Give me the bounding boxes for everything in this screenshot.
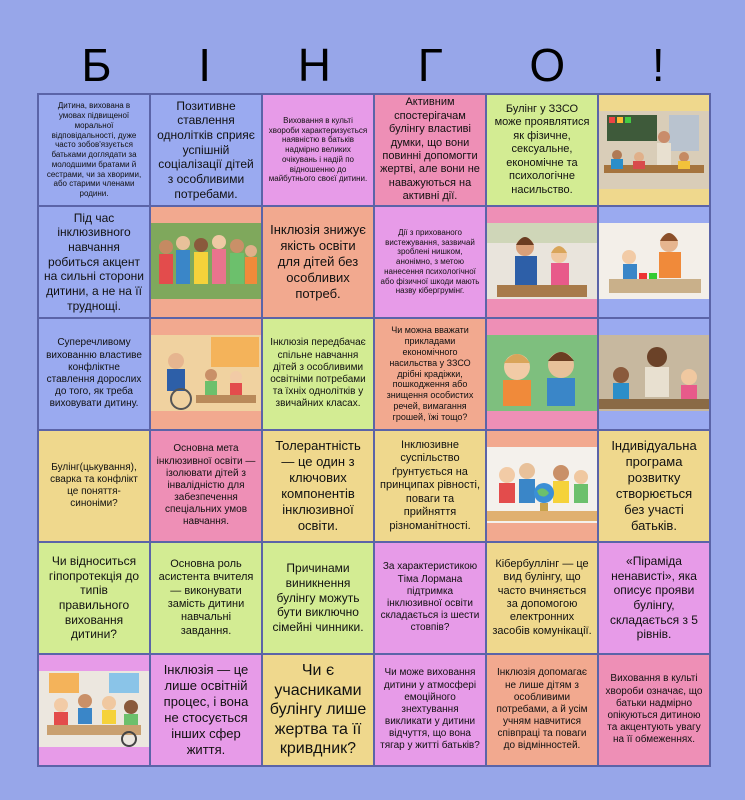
bingo-cell[interactable] <box>598 430 710 542</box>
bingo-cell[interactable] <box>486 94 598 206</box>
bingo-cell[interactable] <box>262 542 374 654</box>
bingo-cell[interactable] <box>150 654 262 766</box>
classroom-photo <box>599 95 709 205</box>
bingo-cell[interactable] <box>374 430 486 542</box>
title-letter: І <box>198 39 212 91</box>
wheelchair-classroom-photo <box>151 319 261 429</box>
bingo-cell[interactable] <box>262 206 374 318</box>
bingo-cell-image[interactable] <box>598 94 710 206</box>
cell-text: Основна роль асистента вчителя — виконувати замість дитини навчальні завдання. <box>158 557 254 637</box>
teacher-reading-photo <box>599 319 709 429</box>
bingo-cell[interactable] <box>262 94 374 206</box>
cell-text: Під час інклюзивного навчання робиться акцент на сильні сторони дитини, а не на її труднощі. <box>44 210 144 313</box>
bingo-cell[interactable] <box>38 206 150 318</box>
bingo-cell[interactable] <box>150 542 262 654</box>
cell-text: Інклюзія передбачає спільне навчання дітей з особливими освітніми потребами та їхніх однолітків у звичайних класах. <box>270 337 366 410</box>
bingo-cell-image[interactable] <box>486 430 598 542</box>
bingo-cell[interactable] <box>38 318 150 430</box>
cell-text: Активним спостерігачам булінгу властиві думки, що вони повинні допомогти жертві, але вони не наважуються на активні дії. <box>380 96 480 203</box>
bingo-cell[interactable] <box>598 542 710 654</box>
teacher-helping-children-photo <box>599 207 709 317</box>
bingo-cell[interactable] <box>374 94 486 206</box>
bingo-cell[interactable] <box>38 94 150 206</box>
cell-text: «Піраміда ненависті», яка описує прояви булінгу, складається з 5 рівнів. <box>610 554 698 642</box>
bingo-cell-image[interactable] <box>38 654 150 766</box>
bingo-cell[interactable] <box>262 318 374 430</box>
title-letter: О <box>529 39 566 91</box>
cell-text: Позитивне ставлення однолітків сприяє успішній соціалізації дітей з особливими потребами. <box>157 98 255 201</box>
title-letter: ! <box>651 39 665 91</box>
title-letter: Г <box>417 39 443 91</box>
bingo-cell[interactable] <box>262 430 374 542</box>
bingo-title <box>38 36 708 94</box>
bingo-cell-image[interactable] <box>598 318 710 430</box>
bingo-cell-image[interactable] <box>486 318 598 430</box>
cell-text: Чи можна вважати прикладами економічного насильства у ЗЗСО дрібні крадіжки, пошкодження або знищення особистих речей, вимагання грошей, їжі тощо? <box>386 324 474 423</box>
bingo-cell[interactable] <box>38 430 150 542</box>
bingo-cell[interactable] <box>374 654 486 766</box>
bingo-cell-image[interactable] <box>150 206 262 318</box>
bingo-cell[interactable] <box>150 94 262 206</box>
bingo-cell[interactable] <box>374 206 486 318</box>
cell-text: Чи може виховання дитини у атмосфері емоційного знехтування викликати у дитини відчуття, що вона тягар у житті батьків? <box>380 667 480 752</box>
cell-text: Чи відноситься гіпопротекція до типів правильного виховання дитини? <box>48 554 140 642</box>
cell-text: Суперечливому вихованню властиве конфліктне ставлення дорослих до того, як треба виховувати дитину. <box>46 337 142 410</box>
cell-text: Інклюзія — це лише освітній процес, і вона не стосується інших сфер життя. <box>163 662 249 757</box>
cell-text: Інклюзія знижує якість освіти для дітей без особливих потреб. <box>270 222 366 301</box>
bingo-cell[interactable] <box>38 542 150 654</box>
cell-text: Виховання в культі хвороби означає, що батьки надмірно опікуються дитиною та акцентують увагу на її обмеженнях. <box>605 673 703 746</box>
boys-smiling-photo <box>487 319 597 429</box>
bingo-cell[interactable] <box>262 654 374 766</box>
bingo-cell[interactable] <box>486 654 598 766</box>
cell-text: Чи є учасниками булінгу лише жертва та її кривдник? <box>269 662 367 758</box>
cell-text: Інклюзивне суспільство ґрунтується на принципах рівності, поваги та прийняття різноманітності. <box>380 439 481 532</box>
cell-text: Булінг(цькування), сварка та конфлікт це поняття-синоніми? <box>50 461 138 510</box>
inclusive-class-table-photo <box>39 655 149 765</box>
cell-text: Індивідуальна програма розвитку створюється без участі батьків. <box>611 438 697 533</box>
bingo-cell[interactable] <box>150 430 262 542</box>
children-with-globe-photo <box>487 431 597 541</box>
title-letter: Б <box>81 39 112 91</box>
cell-text: Толерантність — це один з ключових компонентів інклюзивної освіти. <box>275 438 361 533</box>
bingo-cell-image[interactable] <box>598 206 710 318</box>
bingo-cell-image[interactable] <box>150 318 262 430</box>
cell-text: Дії з прихованого вистежування, зазвичай зроблені нишком, анонімно, з метою нанесення психологічної або фізичної шкоди мають назву кібергрумінг. <box>380 227 480 296</box>
cell-text: За характеристикою Тіма Лормана підтримка інклюзивної освіти складається із шести стовпів? <box>380 561 480 634</box>
bingo-cell[interactable] <box>374 318 486 430</box>
title-letter: Н <box>297 39 331 91</box>
bingo-cell-image[interactable] <box>486 206 598 318</box>
children-group-photo <box>151 207 261 317</box>
cell-text: Інклюзія допомагає не лише дітям з особливими потребами, а й усім учням навчитися співпраці та поваги до відмінностей. <box>496 667 588 752</box>
cell-text: Кібербуллінг — це вид булінгу, що часто вчиняється за допомогою електронних засобів комунікації. <box>492 557 592 637</box>
cell-text: Причинами виникнення булінгу можуть бути виключно сімейні чинники. <box>272 561 364 634</box>
teacher-with-child-photo <box>487 207 597 317</box>
bingo-cell[interactable] <box>374 542 486 654</box>
cell-text: Основна мета інклюзивної освіти — ізолювати дітей з інвалідністю для забезпечення спеціальних умов навчання. <box>156 443 256 528</box>
bingo-cell[interactable] <box>598 654 710 766</box>
cell-text: Дитина, вихована в умовах підвищеної моральної відповідальності, дуже часто зобов'язується батьками доглядати за молодшими братами й сестрами, чи за хворими, або старими членами родини. <box>46 101 142 198</box>
cell-text: Булінг у ЗЗСО може проявлятися як фізичне, сексуальне, економічне та психологічне насильство. <box>494 103 590 196</box>
bingo-board <box>37 93 711 767</box>
cell-text: Виховання в культі хвороби характеризується наявністю в батьків надмірно великих очікувань і надій по відношенню до майбутнього своєї дитини. <box>268 115 368 184</box>
bingo-cell[interactable] <box>486 542 598 654</box>
